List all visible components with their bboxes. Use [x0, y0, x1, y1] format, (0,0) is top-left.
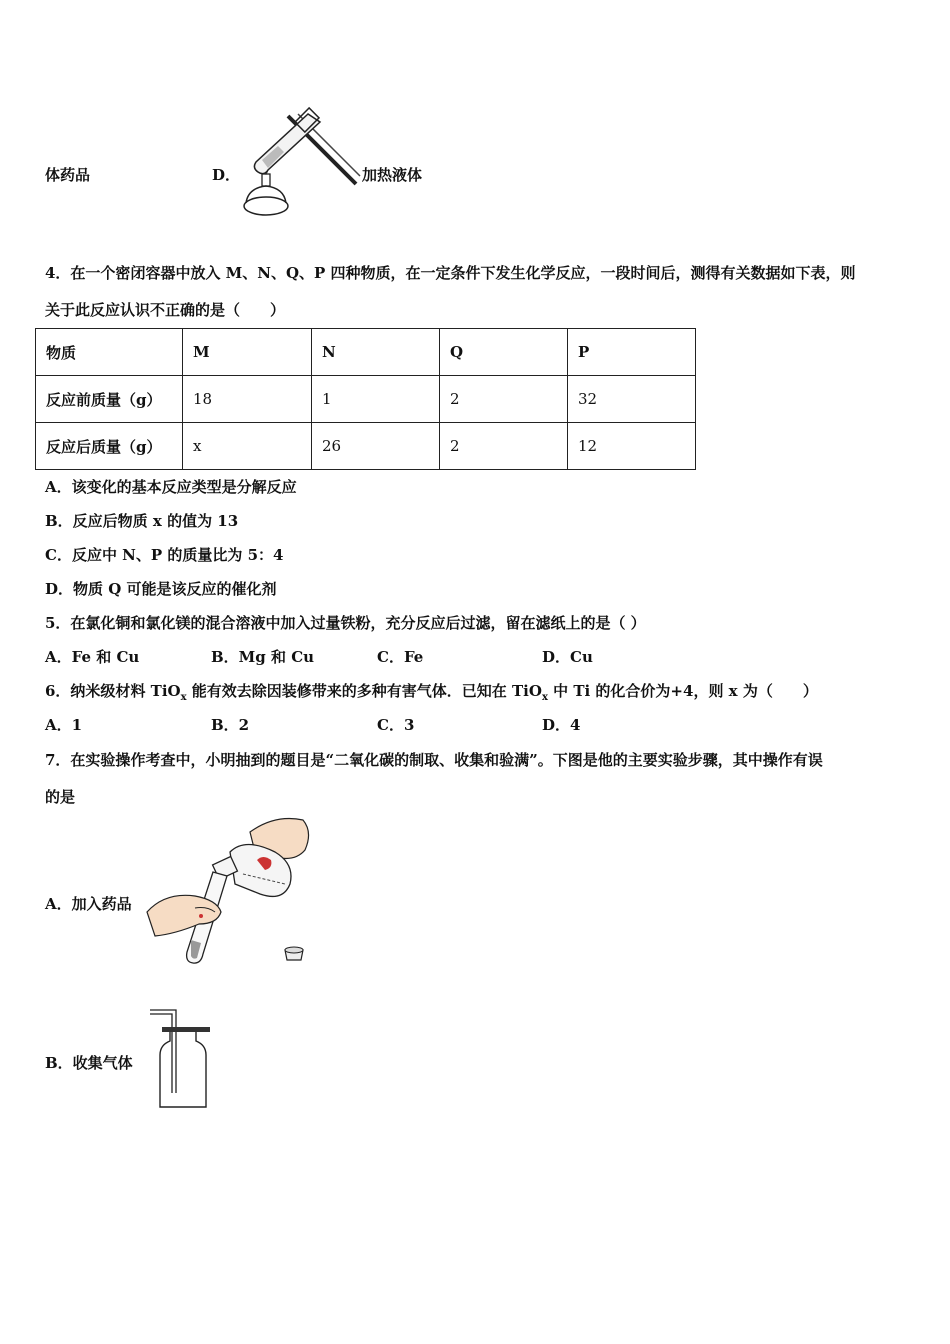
table-cell: 32 — [568, 376, 696, 423]
table-header-cell: M — [183, 329, 312, 376]
q6-option-a: A．1 — [45, 716, 83, 734]
q4-option-d: D．物质 Q 可能是该反应的催化剂 — [45, 580, 277, 598]
table-cell: 反应后质量（g） — [36, 423, 183, 470]
q6-stem-part2: 能有效去除因装修带来的多种有害气体．已知在 TiO — [186, 682, 542, 700]
table-cell: 1 — [312, 376, 440, 423]
q6-subscript-2: x — [541, 692, 548, 703]
table-header-cell: 物质 — [36, 329, 183, 376]
table-row — [36, 423, 696, 470]
table-cell: 2 — [440, 376, 568, 423]
heating-liquid-illustration — [238, 108, 363, 220]
q4-option-a: A．该变化的基本反应类型是分解反应 — [45, 478, 297, 496]
q4-stem-line2: 关于此反应认识不正确的是（ ） — [45, 301, 286, 319]
table-header-row — [36, 329, 696, 376]
q5-option-c: C．Fe — [377, 648, 424, 666]
option-d-text: 加热液体 — [362, 166, 423, 184]
add-reagent-illustration — [145, 812, 315, 970]
table-header-cell: N — [312, 329, 440, 376]
q4-option-b: B．反应后物质 x 的值为 13 — [45, 512, 239, 530]
q6-stem-part3: 中 Ti 的化合价为+4，则 x 为（ ） — [547, 682, 818, 700]
q6-stem — [45, 680, 818, 703]
table-cell: x — [183, 423, 312, 470]
fragment-left-text: 体药品 — [45, 166, 91, 184]
q7-option-a: A．加入药品 — [45, 895, 132, 913]
table-cell: 18 — [183, 376, 312, 423]
q5-option-b: B．Mg 和 Cu — [211, 648, 315, 666]
table-row — [36, 376, 696, 423]
q5-stem: 5．在氯化铜和氯化镁的混合溶液中加入过量铁粉，充分反应后过滤，留在滤纸上的是（ ） — [45, 614, 646, 632]
q7-stem-line2: 的是 — [45, 788, 76, 806]
table-cell: 26 — [312, 423, 440, 470]
q6-option-c: C．3 — [377, 716, 415, 734]
table-cell: 12 — [568, 423, 696, 470]
q7-option-b: B．收集气体 — [45, 1054, 133, 1072]
table-header-cell: P — [568, 329, 696, 376]
q6-option-d: D．4 — [542, 716, 581, 734]
q7-stem-line1: 7．在实验操作考查中，小明抽到的题目是“二氧化碳的制取、收集和验满”。下图是他的主要实验步骤，其中操作有误 — [45, 751, 823, 769]
q4-stem-line1: 4．在一个密闭容器中放入 M、N、Q、P 四种物质，在一定条件下发生化学反应，一段时间后，测得有关数据如下表，则 — [45, 264, 856, 282]
q5-option-a: A．Fe 和 Cu — [45, 648, 140, 666]
collect-gas-illustration — [148, 1005, 213, 1110]
q4-data-table — [35, 328, 696, 470]
table-cell: 2 — [440, 423, 568, 470]
table-cell: 反应前质量（g） — [36, 376, 183, 423]
q4-option-c: C．反应中 N、P 的质量比为 5：4 — [45, 546, 284, 564]
option-d-label: D． — [212, 166, 241, 184]
q6-option-b: B．2 — [211, 716, 250, 734]
q6-stem-part1: 6．纳米级材料 TiO — [45, 682, 181, 700]
table-header-cell: Q — [440, 329, 568, 376]
q5-option-d: D．Cu — [542, 648, 593, 666]
q6-subscript-1: x — [180, 692, 187, 703]
